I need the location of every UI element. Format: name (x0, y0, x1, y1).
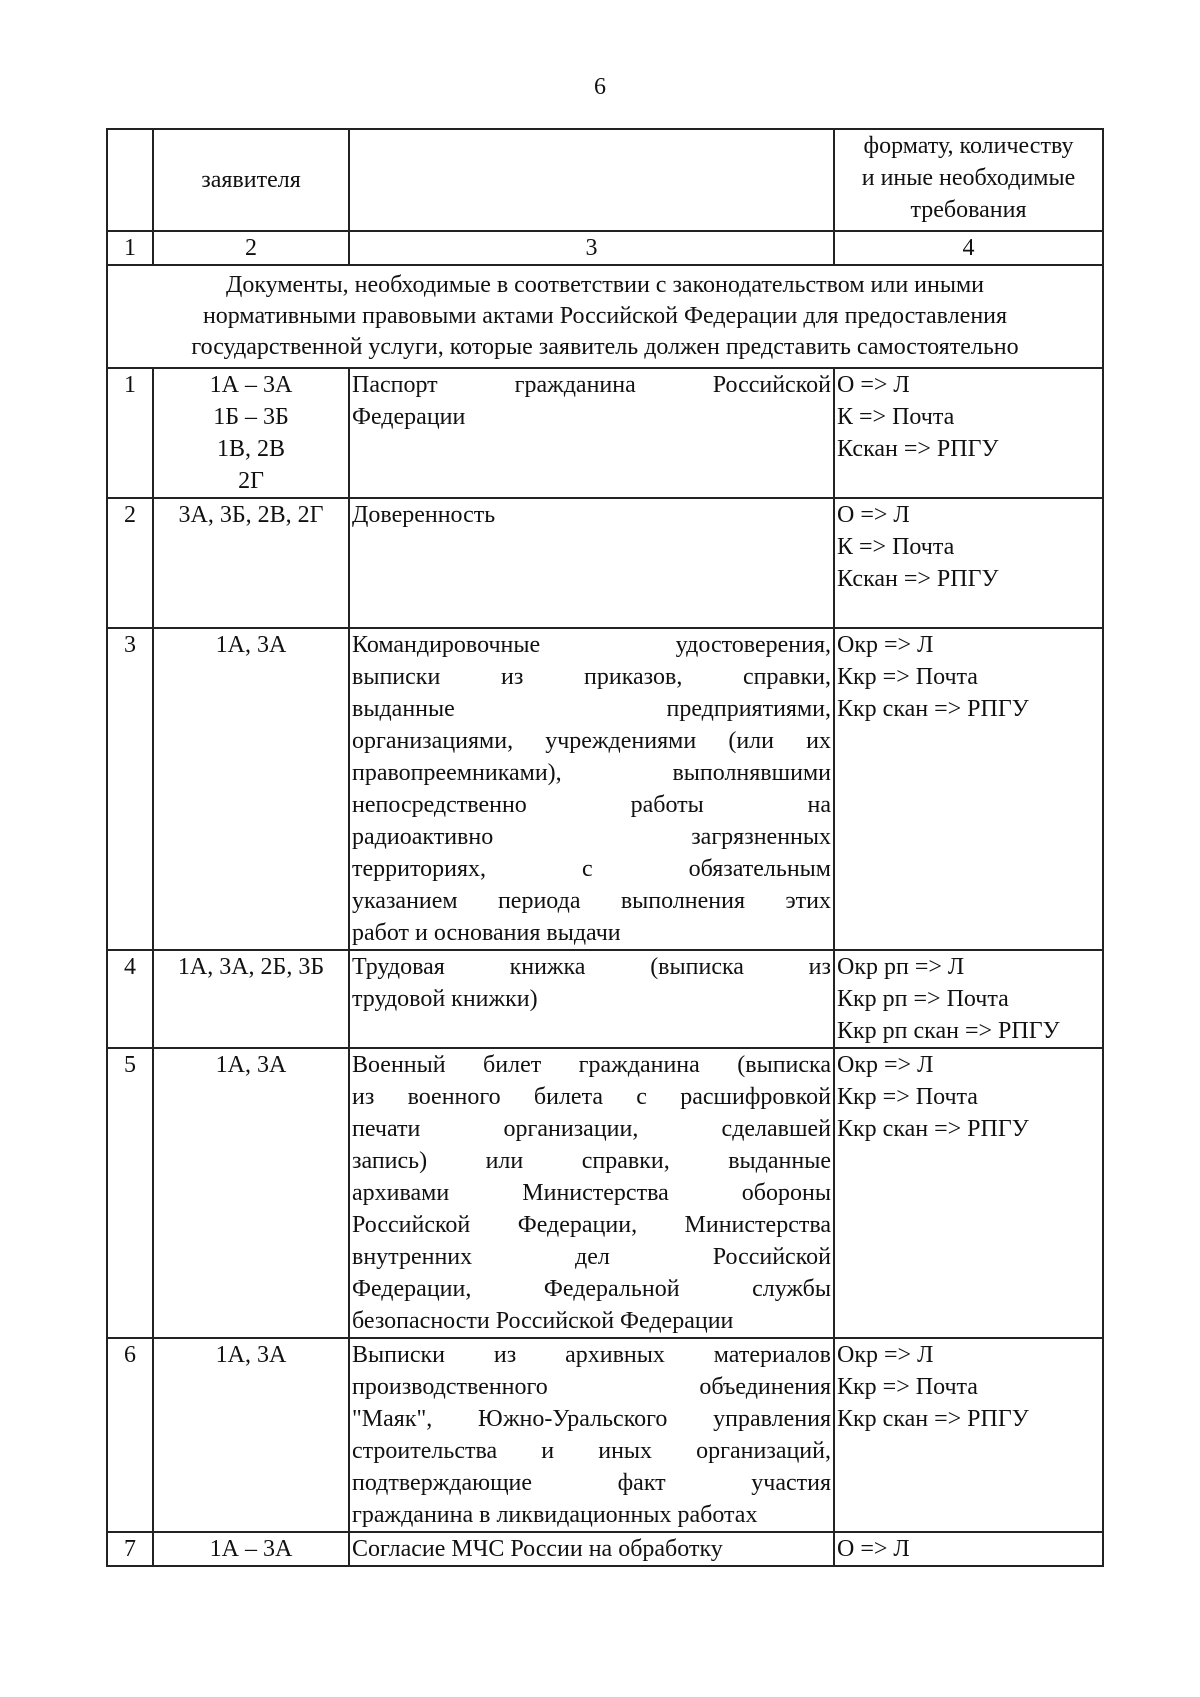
requirements-cell (834, 368, 1103, 498)
column-number: 4 (834, 231, 1103, 265)
requirement-line: К => Почта (837, 404, 955, 430)
table-row (107, 1532, 1103, 1566)
document-name-line: Военный билет гражданина (выписка (352, 1052, 831, 1078)
applicant-category: 1В, 2В (216, 436, 285, 462)
document-name-line: правопреемниками), выполнявшими (352, 760, 831, 786)
document-name-line: организациями, учреждениями (или их (352, 728, 831, 754)
section-title-line: нормативными правовыми актами Российской Федерации для предоставления (202, 303, 1008, 329)
document-name-line: непосредственно работы на (352, 792, 831, 818)
applicant-category: 3А, 3Б, 2В, 2Г (178, 502, 324, 528)
document-name-line: внутренних дел Российской (352, 1244, 831, 1270)
document-name-line: Федерации, Федеральной службы (352, 1276, 831, 1302)
header-row (107, 129, 1103, 231)
document-name-line: производственного объединения (352, 1374, 831, 1400)
header-requirements-line: и иные необходимые (861, 165, 1076, 191)
requirement-line: Ккр => Почта (837, 664, 978, 690)
document-name-cell (349, 628, 834, 950)
table-row (107, 1338, 1103, 1532)
table-row (107, 950, 1103, 1048)
row-number-cell (107, 498, 153, 628)
row-number: 5 (124, 1052, 136, 1078)
document-name-line: территориях, с обязательным (352, 856, 831, 882)
page-number: 6 (594, 74, 606, 100)
header-cell-requirements (834, 129, 1103, 231)
document-name-line: трудовой книжки) (352, 986, 538, 1012)
applicant-category: 1А, 3А (215, 1052, 287, 1078)
requirements-cell (834, 628, 1103, 950)
document-name-line: "Маяк", Южно-Уральского управления (352, 1406, 831, 1432)
column-number-row (107, 231, 1103, 265)
document-name-line: запись) или справки, выданные (352, 1148, 831, 1174)
applicant-category-cell (153, 950, 349, 1048)
table-row (107, 628, 1103, 950)
document-name-line: Трудовая книжка (выписка из (352, 954, 831, 980)
requirement-line: К => Почта (837, 534, 955, 560)
document-name-line: печати организации, сделавшей (352, 1116, 831, 1142)
document-name-line: Командировочные удостоверения, (352, 632, 831, 658)
header-requirements-line: формату, количеству (863, 133, 1074, 159)
row-number: 3 (124, 632, 136, 658)
document-name-line: выданные предприятиями, (352, 696, 831, 722)
requirements-cell (834, 1338, 1103, 1532)
requirements-cell (834, 498, 1103, 628)
applicant-category: 2Г (238, 468, 264, 494)
applicant-category: 1А – 3А (209, 372, 293, 398)
requirement-line: Окр => Л (837, 1052, 934, 1078)
requirement-line: Окр => Л (837, 632, 934, 658)
requirement-line: Ккр рп скан => РПГУ (837, 1018, 1060, 1044)
document-name-line: подтверждающие факт участия (352, 1470, 831, 1496)
row-number-cell (107, 628, 153, 950)
document-name-line: Выписки из архивных материалов (352, 1342, 831, 1368)
document-name-cell (349, 498, 834, 628)
requirement-line: Ккр скан => РПГУ (837, 1406, 1029, 1432)
document-name-cell (349, 950, 834, 1048)
requirement-line: О => Л (837, 372, 910, 398)
row-number-cell (107, 368, 153, 498)
requirements-cell (834, 1048, 1103, 1338)
column-number: 1 (107, 231, 153, 265)
requirement-line: О => Л (837, 1536, 910, 1562)
applicant-category: 1А, 3А (215, 632, 287, 658)
document-name-cell (349, 368, 834, 498)
row-number: 1 (124, 372, 136, 398)
applicant-category-cell (153, 1048, 349, 1338)
applicant-category-cell (153, 498, 349, 628)
document-name-line: Российской Федерации, Министерства (352, 1212, 831, 1238)
row-number: 6 (124, 1342, 136, 1368)
table-row (107, 368, 1103, 498)
document-name-line: архивами Министерства обороны (352, 1180, 831, 1206)
document-name-cell (349, 1048, 834, 1338)
requirement-line: Ккр рп => Почта (837, 986, 1009, 1012)
document-table (106, 128, 1104, 1567)
row-number: 2 (124, 502, 136, 528)
row-number: 4 (124, 954, 136, 980)
requirement-line: Ккр скан => РПГУ (837, 696, 1029, 722)
document-name-line: указанием периода выполнения этих (352, 888, 831, 914)
document-name-line: Доверенность (352, 502, 496, 528)
requirements-cell (834, 1532, 1103, 1566)
requirement-line: Ккр => Почта (837, 1084, 978, 1110)
column-number: 2 (153, 231, 349, 265)
requirement-line: Окр => Л (837, 1342, 934, 1368)
document-name-line: гражданина в ликвидационных работах (352, 1502, 758, 1528)
section-title (107, 265, 1103, 368)
document-name-cell (349, 1532, 834, 1566)
table-row (107, 498, 1103, 628)
header-requirements-line: требования (910, 197, 1027, 223)
requirement-line: О => Л (837, 502, 910, 528)
applicant-category: 1А, 3А (215, 1342, 287, 1368)
document-name-line: радиоактивно загрязненных (352, 824, 831, 850)
applicant-category: 1Б – 3Б (213, 404, 289, 430)
row-number-cell (107, 1338, 153, 1532)
table-row (107, 1048, 1103, 1338)
document-name-line: Федерации (352, 404, 466, 430)
section-title-line: государственной услуги, которые заявитель должен представить самостоятельно (191, 334, 1019, 360)
applicant-category: 1А – 3А (209, 1536, 293, 1562)
column-number: 3 (349, 231, 834, 265)
document-name-cell (349, 1338, 834, 1532)
section-title-line: Документы, необходимые в соответствии с законодательством или иными (225, 272, 985, 298)
header-cell-applicant: заявителя (153, 129, 349, 231)
row-number-cell (107, 1532, 153, 1566)
requirement-line: Кскан => РПГУ (837, 436, 999, 462)
applicant-category: 1А, 3А, 2Б, 3Б (177, 954, 325, 980)
requirement-line: Кскан => РПГУ (837, 566, 999, 592)
applicant-category-cell (153, 368, 349, 498)
document-name-line: из военного билета с расшифровкой (352, 1084, 831, 1110)
section-title-row (107, 265, 1103, 368)
document-name-line: Согласие МЧС России на обработку (352, 1536, 723, 1562)
requirement-line: Ккр скан => РПГУ (837, 1116, 1029, 1142)
document-name-line: выписки из приказов, справки, (352, 664, 831, 690)
requirement-line: Окр рп => Л (837, 954, 965, 980)
requirement-line: Ккр => Почта (837, 1374, 978, 1400)
header-cell-3 (349, 129, 834, 231)
document-name-line: работ и основания выдачи (352, 920, 621, 946)
document-name-line: строительства и иных организаций, (352, 1438, 831, 1464)
applicant-category-cell (153, 1532, 349, 1566)
applicant-category-cell (153, 1338, 349, 1532)
row-number-cell (107, 1048, 153, 1338)
requirements-cell (834, 950, 1103, 1048)
row-number: 7 (124, 1536, 136, 1562)
row-number-cell (107, 950, 153, 1048)
header-cell-1 (107, 129, 153, 231)
document-name-line: Паспорт гражданина Российской (352, 372, 831, 398)
applicant-category-cell (153, 628, 349, 950)
document-name-line: безопасности Российской Федерации (352, 1308, 734, 1334)
